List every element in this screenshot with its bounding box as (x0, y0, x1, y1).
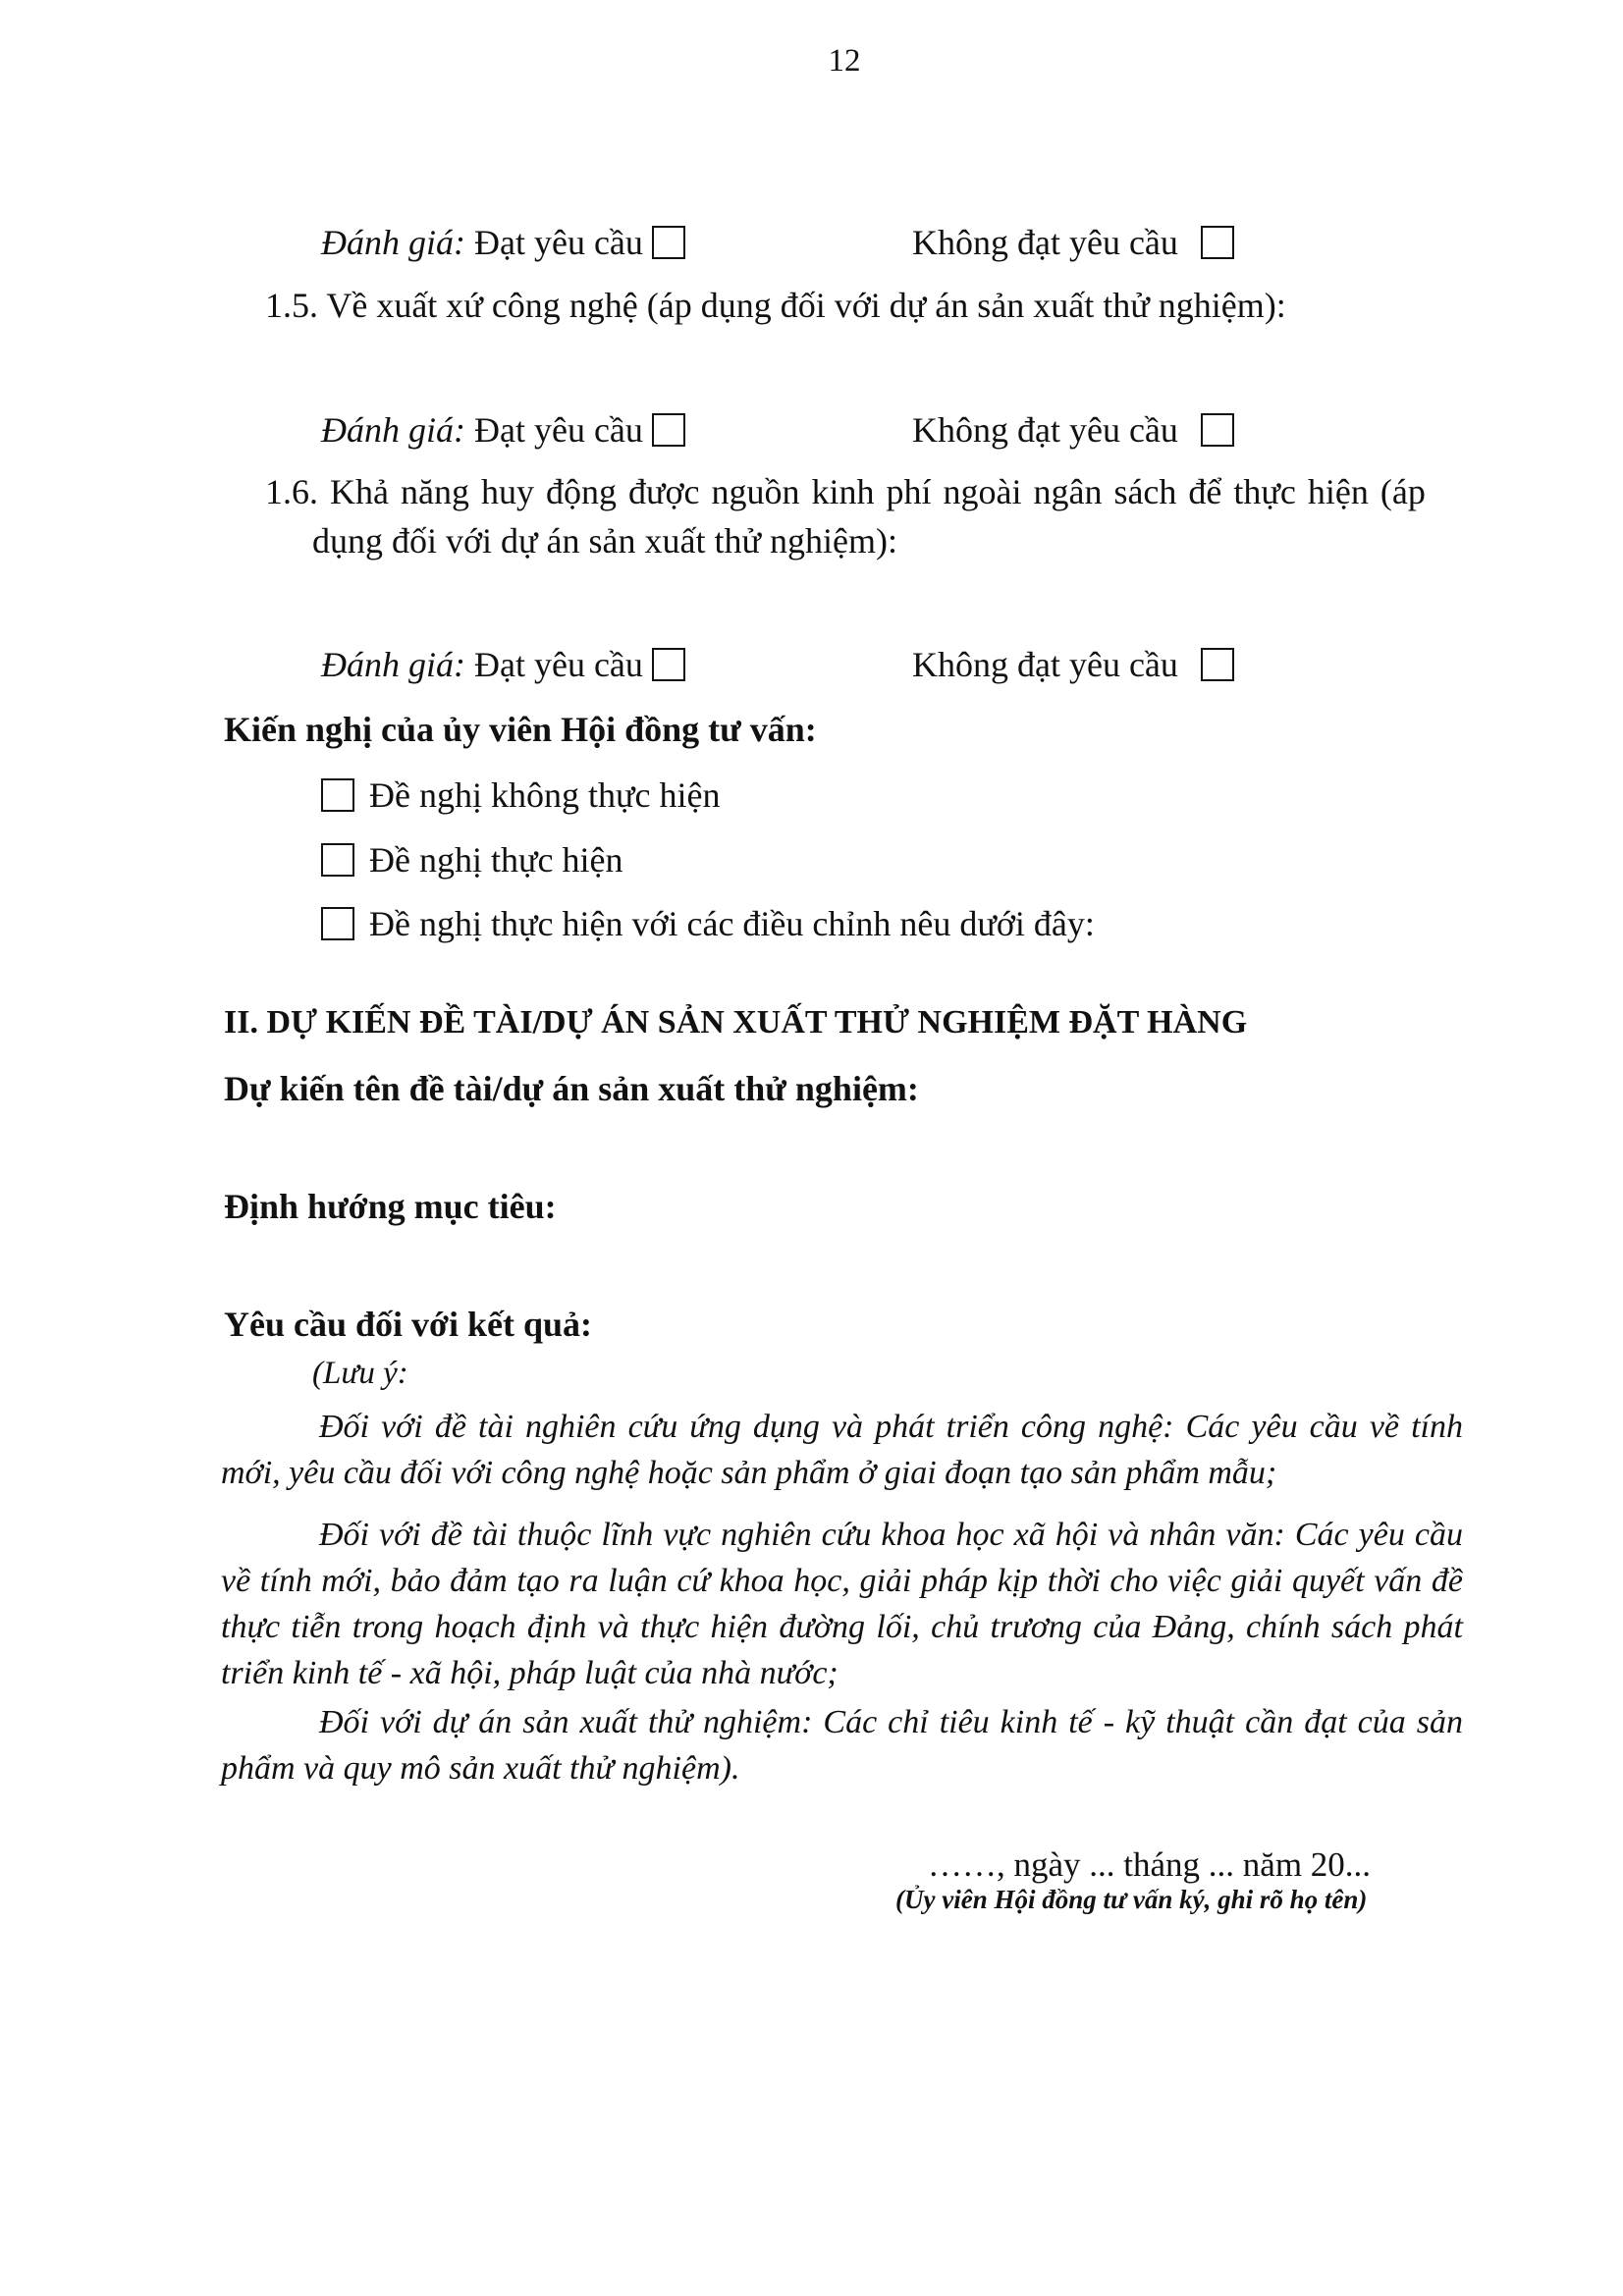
signature-note: (Ủy viên Hội đồng tư vấn ký, ghi rõ họ tên) (895, 1885, 1368, 1914)
pass-checkbox[interactable] (652, 648, 685, 681)
expected-name-label: Dự kiến tên đề tài/dự án sản xuất thử nghiệm: (224, 1069, 919, 1108)
option-checkbox[interactable] (321, 778, 354, 812)
fail-checkbox[interactable] (1201, 226, 1234, 259)
fail-label: Không đạt yêu cầu (912, 410, 1178, 450)
recommendation-option-2 (321, 839, 622, 881)
recommendation-option-3 (321, 903, 1095, 945)
option-label: Đề nghị thực hiện với các điều chỉnh nêu dưới đây: (369, 904, 1095, 943)
item-1-6-line-1: 1.6. Khả năng huy động được nguồn kinh phí ngoài ngân sách để thực hiện (áp (265, 472, 1426, 511)
result-requirements-label: Yêu cầu đối với kết quả: (224, 1305, 592, 1344)
note-open: (Lưu ý: (312, 1356, 408, 1391)
note-paragraph-2 (221, 1512, 1463, 1696)
evaluation-fail-1 (912, 222, 1234, 264)
option-checkbox[interactable] (321, 843, 354, 877)
section-2-title: II. DỰ KIẾN ĐỀ TÀI/DỰ ÁN SẢN XUẤT THỬ NGHIỆM ĐẶT HÀNG (224, 1004, 1248, 1041)
evaluation-fail-2 (912, 409, 1234, 452)
option-checkbox[interactable] (321, 907, 354, 940)
note-paragraph-3 (221, 1699, 1463, 1791)
option-label: Đề nghị không thực hiện (369, 775, 721, 815)
pass-checkbox[interactable] (652, 413, 685, 447)
option-label: Đề nghị thực hiện (369, 840, 623, 880)
note-paragraph-3-text: Đối với dự án sản xuất thử nghiệm: Các chỉ tiêu kinh tế - kỹ thuật cần đạt của sản phẩm và quy mô sản xuất thử nghiệm). (221, 1704, 1463, 1787)
fail-label: Không đạt yêu cầu (912, 645, 1178, 684)
evaluation-label: Đánh giá: (321, 223, 465, 262)
evaluation-row-2 (321, 409, 685, 452)
pass-label: Đạt yêu cầu (474, 410, 643, 450)
pass-label: Đạt yêu cầu (474, 223, 643, 262)
pass-label: Đạt yêu cầu (474, 645, 643, 684)
page-number: 12 (828, 43, 861, 79)
objective-label: Định hướng mục tiêu: (224, 1187, 557, 1226)
fail-checkbox[interactable] (1201, 413, 1234, 447)
note-paragraph-1-text: Đối với đề tài nghiên cứu ứng dụng và phát triển công nghệ: Các yêu cầu về tính mới, yêu cầu đối với công nghệ hoặc sản phẩm ở giai đoạn tạo sản phẩm mẫu; (221, 1409, 1463, 1491)
evaluation-row-1 (321, 222, 685, 264)
recommendation-option-1 (321, 774, 720, 817)
evaluation-label: Đánh giá: (321, 645, 465, 684)
pass-checkbox[interactable] (652, 226, 685, 259)
evaluation-fail-3 (912, 644, 1234, 686)
recommendation-heading: Kiến nghị của ủy viên Hội đồng tư vấn: (224, 710, 817, 749)
note-paragraph-1 (221, 1404, 1463, 1496)
fail-label: Không đạt yêu cầu (912, 223, 1178, 262)
item-1-6-line-2: dụng đối với dự án sản xuất thử nghiệm): (312, 521, 897, 561)
note-paragraph-2-text: Đối với đề tài thuộc lĩnh vực nghiên cứu khoa học xã hội và nhân văn: Các yêu cầu về tính mới, bảo đảm tạo ra luận cứ khoa học, giải pháp kịp thời cho việc giải quyết vấn đề thực tiễn trong hoạch định và thực hiện đường lối, chủ trương của Đảng, chính sách phát triển kinh tế - xã hội, pháp luật của nhà nước; (221, 1517, 1463, 1691)
evaluation-label: Đánh giá: (321, 410, 465, 450)
date-line: ……, ngày ... tháng ... năm 20... (928, 1845, 1372, 1884)
fail-checkbox[interactable] (1201, 648, 1234, 681)
item-1-5: 1.5. Về xuất xứ công nghệ (áp dụng đối với dự án sản xuất thử nghiệm): (265, 286, 1286, 325)
evaluation-row-3 (321, 644, 685, 686)
